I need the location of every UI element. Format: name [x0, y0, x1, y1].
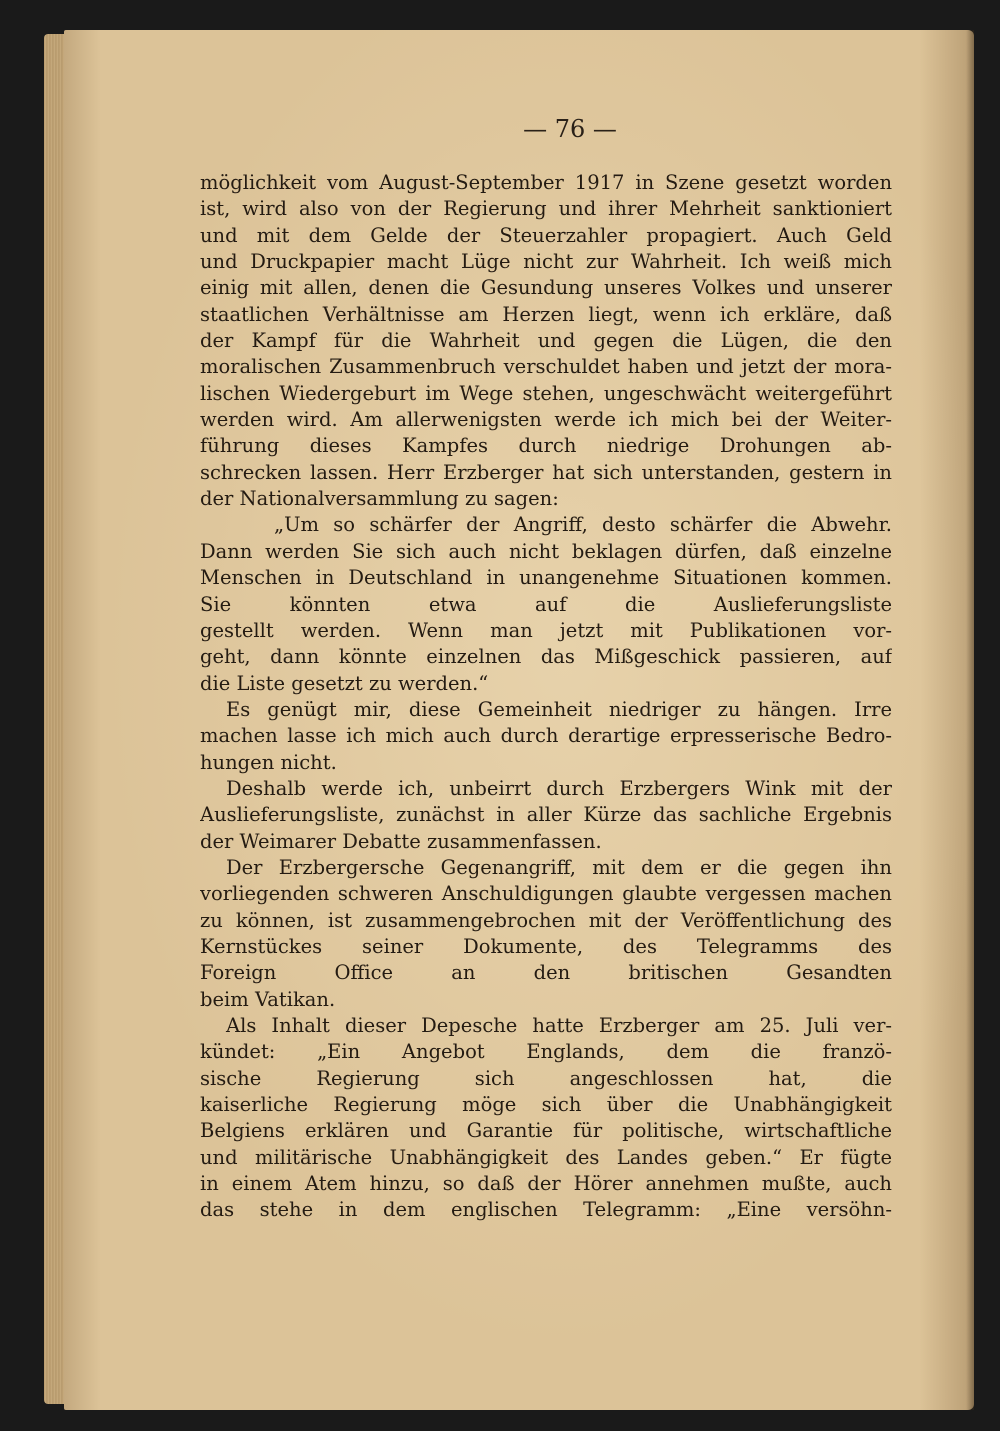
text-line: hungen nicht. [200, 750, 337, 774]
page-gutter-shadow [966, 30, 974, 1410]
text-line: beim Vatikan. [200, 987, 336, 1011]
quote-line: Sie könnten etwa auf die Auslieferungsliste [200, 592, 892, 616]
text-line: kaiserliche Regierung möge sich über die Unabhängigkeit [200, 1093, 892, 1117]
quote-line: Menschen in Deutschland in unangenehme Situationen kommen. [200, 566, 892, 590]
text-line: moralischen Zusammenbruch verschuldet haben und jetzt der mora- [200, 355, 892, 379]
text-line: vorliegenden schweren Anschuldigungen glaubte vergessen machen [200, 882, 892, 906]
text-line: Als Inhalt dieser Depesche hatte Erzberger am 25. Juli ver- [226, 1014, 892, 1037]
text-line: Belgiens erklären und Garantie für politische, wirtschaftliche [200, 1119, 892, 1143]
quote-line: Dann werden Sie sich auch nicht beklagen dürfen, daß einzelne [200, 539, 892, 563]
text-line: Kernstückes seiner Dokumente, des Telegramms des [200, 934, 892, 958]
quote-line: gestellt werden. Wenn man jetzt mit Publikationen vor- [200, 618, 892, 642]
text-line: machen lasse ich mich auch durch derartige erpresserische Bedro- [200, 724, 892, 748]
text-line: Deshalb werde ich, unbeirrt durch Erzbergers Wink mit der [226, 776, 892, 800]
text-line: sische Regierung sich angeschlossen hat, die [200, 1066, 892, 1090]
text-line: der Kampf für die Wahrheit und gegen die Lügen, die den [200, 329, 892, 353]
page-number: — 76 — [523, 115, 617, 143]
text-line: einig mit allen, denen die Gesundung unseres Volkes und unserer [200, 276, 892, 300]
text-line: der Weimarer Debatte zusammenfassen. [200, 829, 602, 853]
text-line: und mit dem Gelde der Steuerzahler propagiert. Auch Geld [200, 223, 892, 247]
text-line: schrecken lassen. Herr Erzberger hat sich unterstanden, gestern in [200, 460, 892, 484]
quote-line: die Liste gesetzt zu werden.“ [200, 671, 489, 695]
text-line: und Druckpapier macht Lüge nicht zur Wahrheit. Ich weiß mich [200, 250, 892, 274]
text-line: in einem Atem hinzu, so daß der Hörer annehmen mußte, auch [200, 1172, 892, 1196]
text-line: zu können, ist zusammengebrochen mit der Veröffentlichung des [200, 908, 892, 932]
body-text [200, 170, 892, 1224]
text-line: kündet: „Ein Angebot Englands, dem die franzö- [200, 1040, 892, 1064]
text-line: Foreign Office an den britischen Gesandten [200, 961, 892, 985]
text-line: ist, wird also von der Regierung und ihrer Mehrheit sanktioniert [200, 197, 892, 221]
text-line: das stehe in dem englischen Telegramm: „Eine versöhn- [200, 1198, 892, 1222]
text-line: möglichkeit vom August-September 1917 in Szene gesetzt worden [200, 171, 892, 194]
text-line: Es genügt mir, diese Gemeinheit niedriger zu hängen. Irre [226, 697, 892, 721]
text-line: führung dieses Kampfes durch niedrige Drohungen ab- [200, 434, 892, 458]
text-line: werden wird. Am allerwenigsten werde ich mich bei der Weiter- [200, 408, 892, 432]
text-line: und militärische Unabhängigkeit des Landes geben.“ Er fügte [200, 1145, 892, 1169]
text-line: Auslieferungsliste, zunächst in aller Kürze das sachliche Ergebnis [200, 803, 892, 827]
text-line: der Nationalversammlung zu sagen: [200, 487, 559, 511]
quote-line: „Um so schärfer der Angriff, desto schärfer die Abwehr. [274, 513, 892, 537]
text-line: lischen Wiedergeburt im Wege stehen, ungeschwächt weitergeführt [200, 381, 892, 405]
text-line: Der Erzbergersche Gegenangriff, mit dem er die gegen ihn [226, 855, 892, 879]
text-line: staatlichen Verhältnisse am Herzen liegt, wenn ich erkläre, daß [200, 302, 892, 326]
quote-line: geht, dann könnte einzelnen das Mißgeschick passieren, auf [200, 645, 892, 669]
